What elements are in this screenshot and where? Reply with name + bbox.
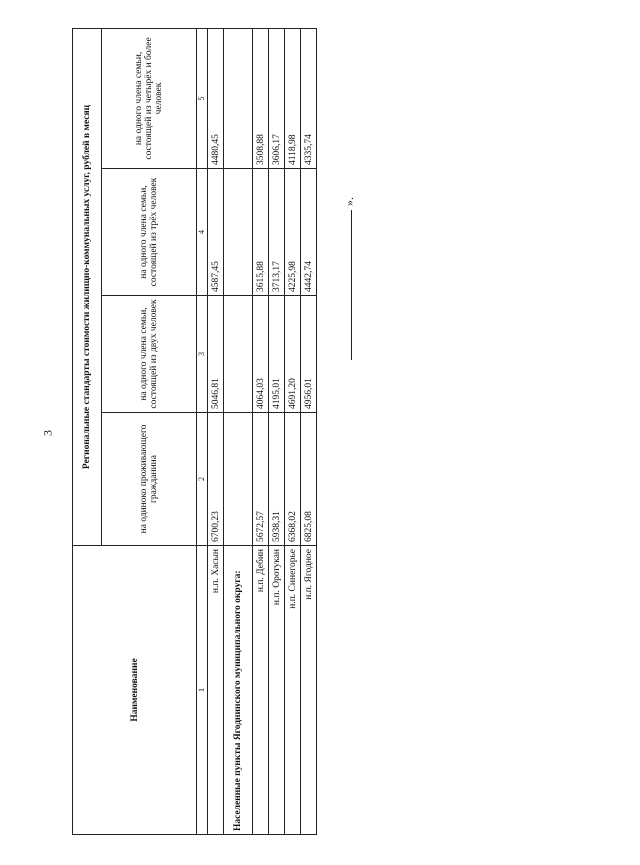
- empty-cell: [224, 413, 253, 546]
- value-cell: 5672,57: [253, 413, 269, 546]
- page-number: 3: [40, 430, 55, 436]
- index-cell: 1: [197, 546, 208, 835]
- group-header: Региональные стандарты стоимости жилищно-коммунальных услуг, рублей в месяц: [73, 28, 102, 545]
- value-cell: 4956,01: [301, 296, 317, 413]
- table-row: [285, 28, 301, 834]
- value-cell: 4118,98: [285, 28, 301, 168]
- settlement-name: н.п. Дебин: [253, 546, 269, 835]
- value-cell: 6700,23: [208, 413, 224, 546]
- closing-quote-mark: ».: [342, 197, 356, 206]
- value-cell: 4225,98: [285, 169, 301, 296]
- value-cell: 4064,03: [253, 296, 269, 413]
- closing-signature-line: [343, 197, 355, 360]
- name-column-header: Наименование: [73, 546, 197, 835]
- index-cell: 2: [197, 413, 208, 546]
- column-header-single: на одиноко проживающего гражданина: [102, 413, 197, 546]
- column-header-four-plus: на одного члена семьи, состоящей из четырёх и более человек: [102, 28, 197, 168]
- table-row: [208, 28, 224, 834]
- value-cell: 6368,02: [285, 413, 301, 546]
- index-cell: 3: [197, 296, 208, 413]
- value-cell: 3713,17: [269, 169, 285, 296]
- settlement-name: н.п. Хасын: [208, 546, 224, 835]
- table-row: [253, 28, 269, 834]
- standards-table-wrapper: [72, 29, 314, 835]
- value-cell: 6825,08: [301, 413, 317, 546]
- settlement-name: н.п. Синегорье: [285, 546, 301, 835]
- table-row: [269, 28, 285, 834]
- value-cell: 4587,45: [208, 169, 224, 296]
- settlement-name: н.п. Оротукан: [269, 546, 285, 835]
- column-header-two: на одного члена семьи, состоящей из двух человек: [102, 296, 197, 413]
- value-cell: 4442,74: [301, 169, 317, 296]
- empty-cell: [224, 169, 253, 296]
- value-cell: 3615,88: [253, 169, 269, 296]
- value-cell: 4480,45: [208, 28, 224, 168]
- value-cell: 4195,01: [269, 296, 285, 413]
- housing-standards-table: [72, 28, 317, 835]
- value-cell: 3606,17: [269, 28, 285, 168]
- index-cell: 4: [197, 169, 208, 296]
- signature-underline: [343, 210, 352, 360]
- empty-cell: [224, 28, 253, 168]
- column-header-three: на одного члена семьи, состоящей из трёх человек: [102, 169, 197, 296]
- index-cell: 5: [197, 28, 208, 168]
- region-label: Населенные пункты Ягоднинского муниципального округа:: [224, 546, 253, 835]
- empty-cell: [224, 296, 253, 413]
- value-cell: 5046,81: [208, 296, 224, 413]
- value-cell: 4691,20: [285, 296, 301, 413]
- settlement-name: н.п. Ягодное: [301, 546, 317, 835]
- value-cell: 4335,74: [301, 28, 317, 168]
- region-row: [224, 28, 253, 834]
- value-cell: 5938,31: [269, 413, 285, 546]
- index-row: [197, 28, 208, 834]
- value-cell: 3508,88: [253, 28, 269, 168]
- table-row: [301, 28, 317, 834]
